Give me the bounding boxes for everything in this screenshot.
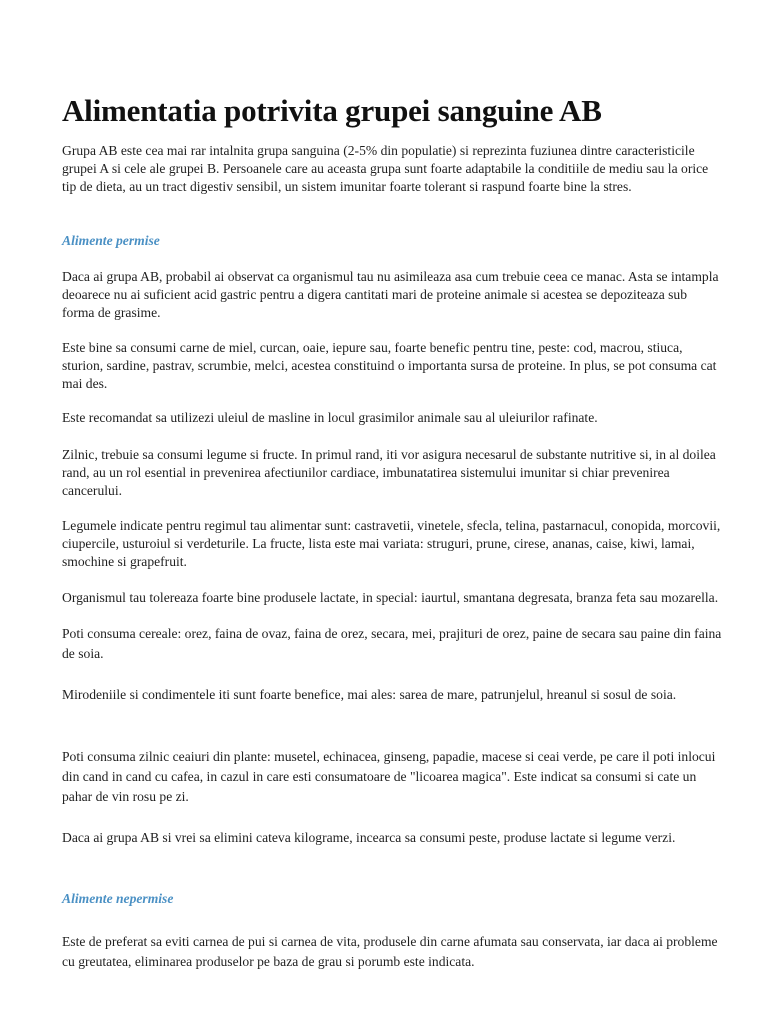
paragraph-7: Poti consuma cereale: orez, faina de ovaz, faina de orez, secara, mei, prajituri de orez, paine de secara sau paine din faina de soia.: [62, 626, 722, 661]
final-paragraph: Este de preferat sa eviti carnea de pui si carnea de vita, produsele din carne afumata sau conservata, iar daca ai probleme cu greutatea, eliminarea produselor pe baza de grau si porumb este indicata.: [62, 934, 718, 969]
paragraph-10: Daca ai grupa AB si vrei sa elimini cateva kilograme, incearca sa consumi peste, produse lactate si legume verzi.: [62, 830, 676, 845]
section-heading-allowed: Alimente permise: [62, 233, 160, 248]
paragraph-4: Zilnic, trebuie sa consumi legume si fructe. In primul rand, iti vor asigura necesarul de substante nutritive si, in al doilea rand, au un rol esential in prevenirea afectiunilor cardiace, imbunatatirea sistemului imunitar si chiar prevenirea cancerului.: [62, 447, 716, 498]
page-title: Alimentatia potrivita grupei sanguine AB: [62, 93, 602, 128]
paragraph-3: Este recomandat sa utilizezi uleiul de masline in locul grasimilor animale sau al uleiurilor rafinate.: [62, 410, 598, 425]
section-heading-forbidden: Alimente nepermise: [62, 891, 174, 906]
intro-paragraph: Grupa AB este cea mai rar intalnita grupa sanguina (2-5% din populatie) si reprezinta fuziunea dintre caracteristicile grupei A si cele ale grupei B. Persoanele care au aceasta grupa sunt foarte adaptabile la conditiile de mediu sau la orice tip de dieta, au un tract digestiv sensibil, un sistem imunitar foarte tolerant si raspund foarte bine la stres.: [62, 143, 709, 194]
paragraph-6: Organismul tau tolereaza foarte bine produsele lactate, in special: iaurtul, smantana degresata, branza feta sau mozarella.: [62, 590, 719, 605]
paragraph-5: Legumele indicate pentru regimul tau alimentar sunt: castravetii, vinetele, sfecla, telina, pastarnacul, conopida, morcovii, ciupercile, usturoiul si verdeturile. La fructe, lista este mai variata: struguri, prune, cirese, ananas, caise, kiwi, lamai, smochine si grapefruit.: [62, 518, 721, 569]
paragraph-1: Daca ai grupa AB, probabil ai observat ca organismul tau nu asimileaza asa cum trebuie ceea ce manac. Asta se intampla deoarece nu ai suficient acid gastric pentru a digera cantitati mari de proteine animale si acestea se depoziteaza sub forma de grasime.: [62, 269, 719, 320]
paragraph-8: Mirodeniile si condimentele iti sunt foarte benefice, mai ales: sarea de mare, patrunjelul, hreanul si sosul de soia.: [62, 687, 677, 702]
paragraph-2: Este bine sa consumi carne de miel, curcan, oaie, iepure sau, foarte benefic pentru tine, peste: cod, macrou, stiuca, sturion, sardine, pastrav, scrumbie, melci, acestea constituind o importanta sursa de proteine. In plus, se pot consuma cat mai des.: [62, 340, 717, 391]
paragraph-9: Poti consuma zilnic ceaiuri din plante: musetel, echinacea, ginseng, papadie, macese si ceai verde, pe care il poti inlocui din cand in cand cu cafea, in cazul in care esti consumatoare de "licoarea magica". Este indicat sa consumi si cate un pahar de vin rosu pe zi.: [62, 749, 716, 804]
